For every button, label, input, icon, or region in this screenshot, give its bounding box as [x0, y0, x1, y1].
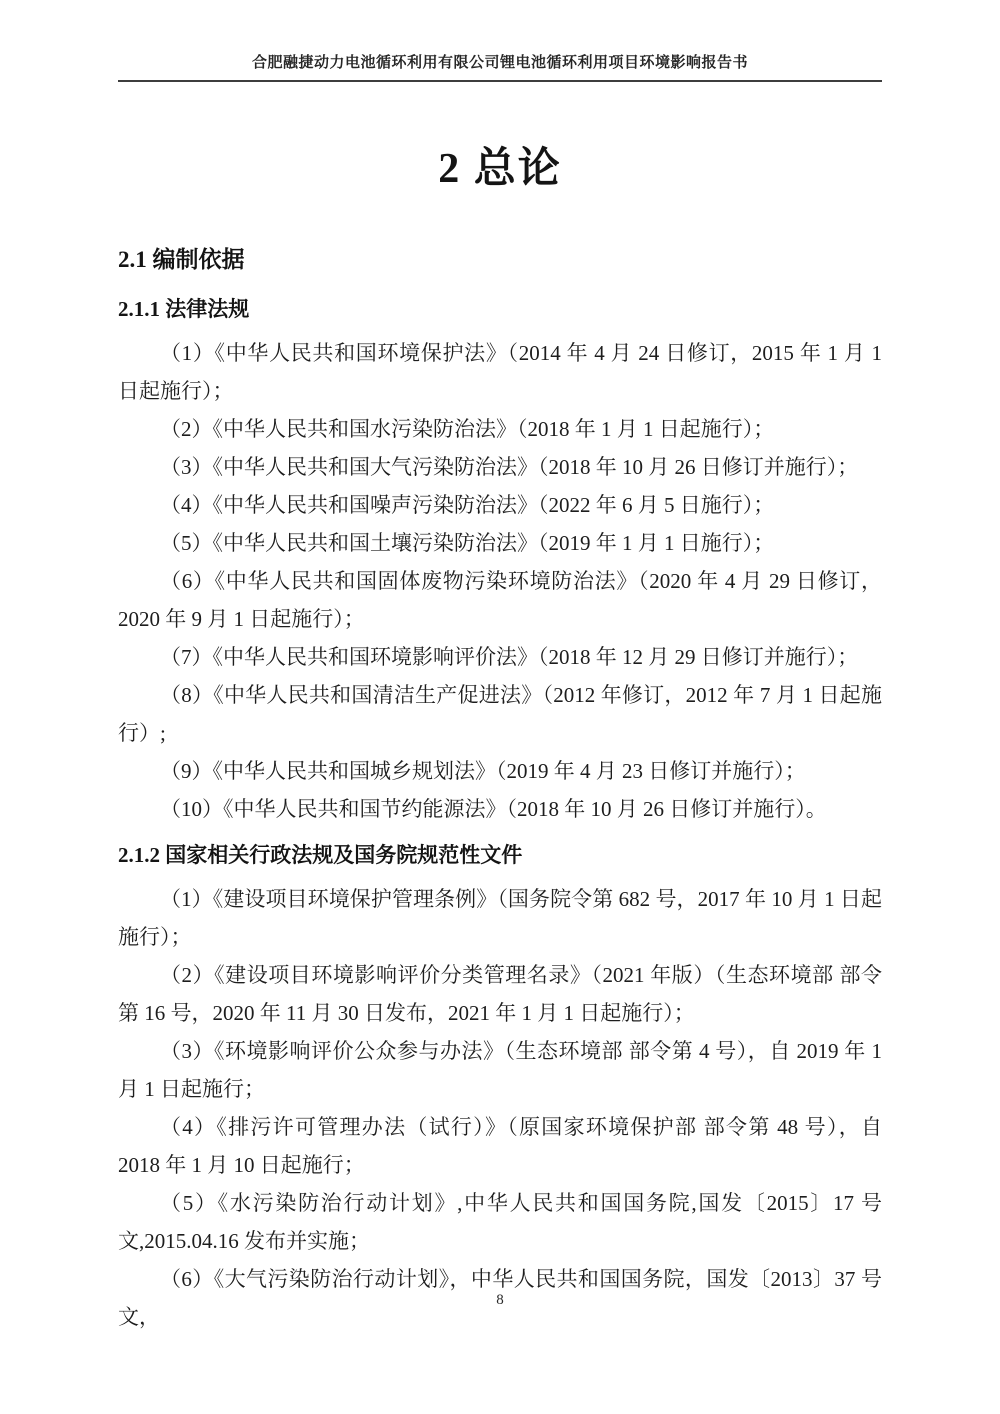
- list-item: （10）《中华人民共和国节约能源法》（2018 年 10 月 26 日修订并施行）。: [160, 797, 827, 821]
- list-item: （2）《中华人民共和国水污染防治法》（2018 年 1 月 1 日起施行）；: [160, 417, 775, 441]
- list-item: （4）《中华人民共和国噪声污染防治法》（2022 年 6 月 5 日施行）；: [160, 493, 775, 517]
- laws-list: [118, 334, 882, 828]
- subsection-heading-2-1-2: 2.1.2 国家相关行政法规及国务院规范性文件: [118, 843, 523, 867]
- list-item: （1）《中华人民共和国环境保护法》（2014 年 4 月 24 日修订，2015 年 1 月 1 日起施行）；: [118, 341, 882, 403]
- list-item: （5）《中华人民共和国土壤污染防治法》（2019 年 1 月 1 日施行）；: [160, 531, 775, 555]
- list-item: （8）《中华人民共和国清洁生产促进法》（2012 年修订，2012 年 7 月 1 日起施行）;: [118, 683, 882, 745]
- section-heading-2-1: 2.1 编制依据: [118, 247, 245, 272]
- subsection-heading-2-1-1: 2.1.1 法律法规: [118, 297, 250, 321]
- header-title: 合肥融捷动力电池循环利用有限公司锂电池循环利用项目环境影响报告书: [251, 55, 748, 71]
- list-item: （3）《环境影响评价公众参与办法》（生态环境部 部令第 4 号），自 2019 年 1 月 1 日起施行；: [118, 1039, 882, 1101]
- list-item: （5）《水污染防治行动计划》,中华人民共和国国务院,国发〔2015〕17 号文,2015.04.16 发布并实施；: [118, 1191, 882, 1253]
- page-number: 8: [496, 1292, 504, 1308]
- page-content: [118, 140, 882, 1336]
- list-item: （2）《建设项目环境影响评价分类管理名录》（2021 年版）（生态环境部 部令第 16 号，2020 年 11 月 30 日发布，2021 年 1 月 1 日起施行）；: [118, 963, 882, 1025]
- list-item: （1）《建设项目环境保护管理条例》（国务院令第 682 号，2017 年 10 月 1 日起施行）；: [118, 887, 882, 949]
- page-footer: [0, 1292, 1000, 1309]
- list-item: （6）《中华人民共和国固体废物污染环境防治法》（2020 年 4 月 29 日修订，2020 年 9 月 1 日起施行）；: [118, 569, 882, 631]
- regulations-list: [118, 880, 882, 1336]
- list-item: （9）《中华人民共和国城乡规划法》（2019 年 4 月 23 日修订并施行）；: [160, 759, 806, 783]
- list-item: （3）《中华人民共和国大气污染防治法》（2018 年 10 月 26 日修订并施行）；: [160, 455, 859, 479]
- list-item: （4）《排污许可管理办法（试行）》（原国家环境保护部 部令第 48 号），自 2018 年 1 月 10 日起施行；: [118, 1115, 882, 1177]
- list-item: （6）《大气污染防治行动计划》，中华人民共和国国务院，国发〔2013〕37 号文，: [118, 1267, 882, 1329]
- page-header: [118, 0, 882, 82]
- document-title: 2 总论: [438, 146, 562, 192]
- list-item: （7）《中华人民共和国环境影响评价法》（2018 年 12 月 29 日修订并施行）；: [160, 645, 859, 669]
